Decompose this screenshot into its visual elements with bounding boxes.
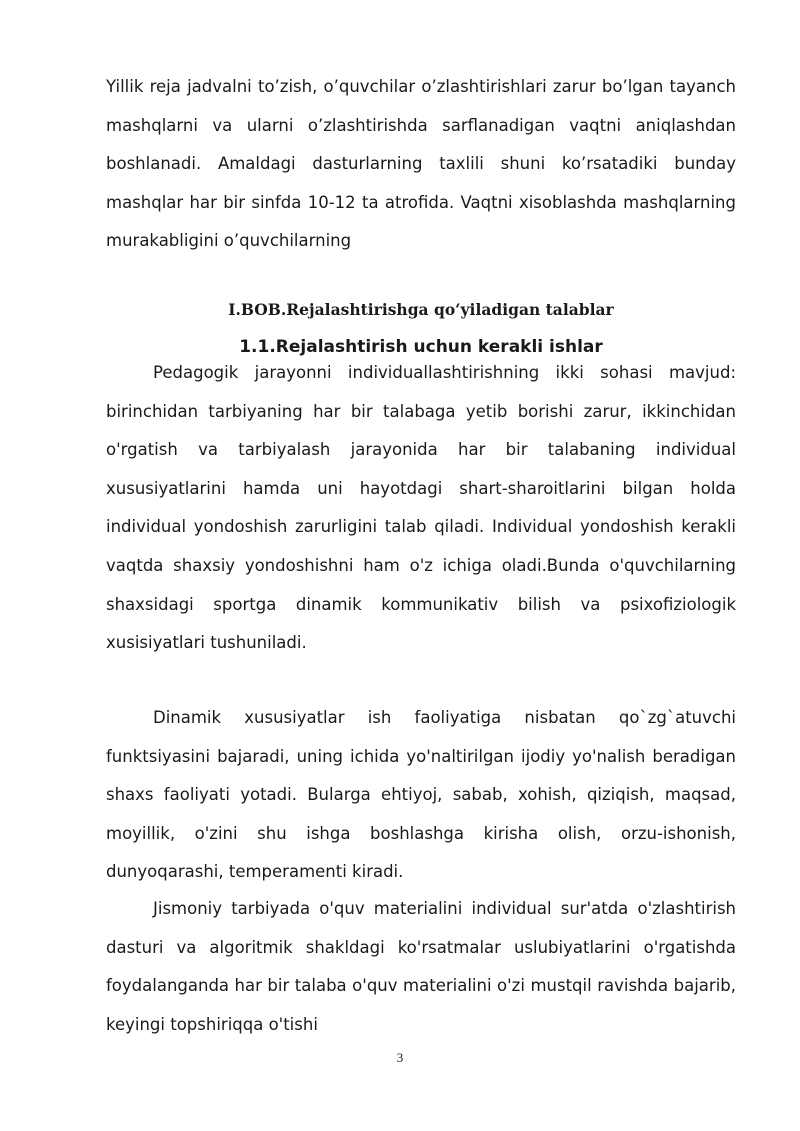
page-number: 3 — [396, 1050, 404, 1065]
paragraph-pedagogik: Pedagogik jarayonni individuallashtirishning ikki sohasi mavjud: birinchidan tarbiyaning har bir talabaga yetib borishi zarur, ikkinchidan o'rgatish va tarbiyalash jarayonida har bir talabaning individual xususiyatlarini hamda uni hayotdagi shart-sharoitlarini bilgan holda individual yondoshish zarurligini talab qiladi. Individual yondoshish kerakli vaqtda shaxsiy yondoshishni ham o'z ichiga oladi.Bunda o'quvchilarning shaxsidagi sportga dinamik kommunikativ bilish va psixofiziologik xusisiyatlari tushuniladi. — [106, 363, 736, 653]
paragraph-jismoniy: Jismoniy tarbiyada o'quv materialini individual sur'atda o'zlashtirish dasturi va algoritmik shakldagi ko'rsatmalar uslubiyatlarini o'rgatishda foydalanganda har bir talaba o'quv materialini o'zi mustqil ravishda bajarib, keyingi topshiriqqa o'tishi — [106, 899, 736, 1034]
chapter-title: I.BOB.Rejalashtirishga qo‘yiladigan talablar — [228, 300, 614, 319]
section-title: 1.1.Rejalashtirish uchun kerakli ishlar — [239, 337, 603, 357]
paragraph-dinamik: Dinamik xususiyatlar ish faoliyatiga nisbatan qo`zg`atuvchi funktsiyasini bajaradi, uning ichida yo'naltirilgan ijodiy yo'nalish beradigan shaxs faoliyati yotadi. Bularga ehtiyoj, sabab, xohish, qiziqish, maqsad, moyillik, o'zini shu ishga boshlashga kirisha olish, orzu-ishonish, dunyoqarashi, temperamenti kiradi. — [106, 708, 736, 882]
paragraph-intro: Yillik reja jadvalni to’zish, o’quvchilar o’zlashtirishlari zarur bo’lgan tayanch mashqlarni va ularni o’zlashtirishda sarflanadigan vaqtni aniqlashdan boshlanadi. Amaldagi dasturlarning taxlili shuni ko’rsatadiki bunday mashqlar har bir sinfda 10-12 ta atrofida. Vaqtni xisoblashda mashqlarning murakabligini o’quvchilarning — [106, 77, 736, 251]
